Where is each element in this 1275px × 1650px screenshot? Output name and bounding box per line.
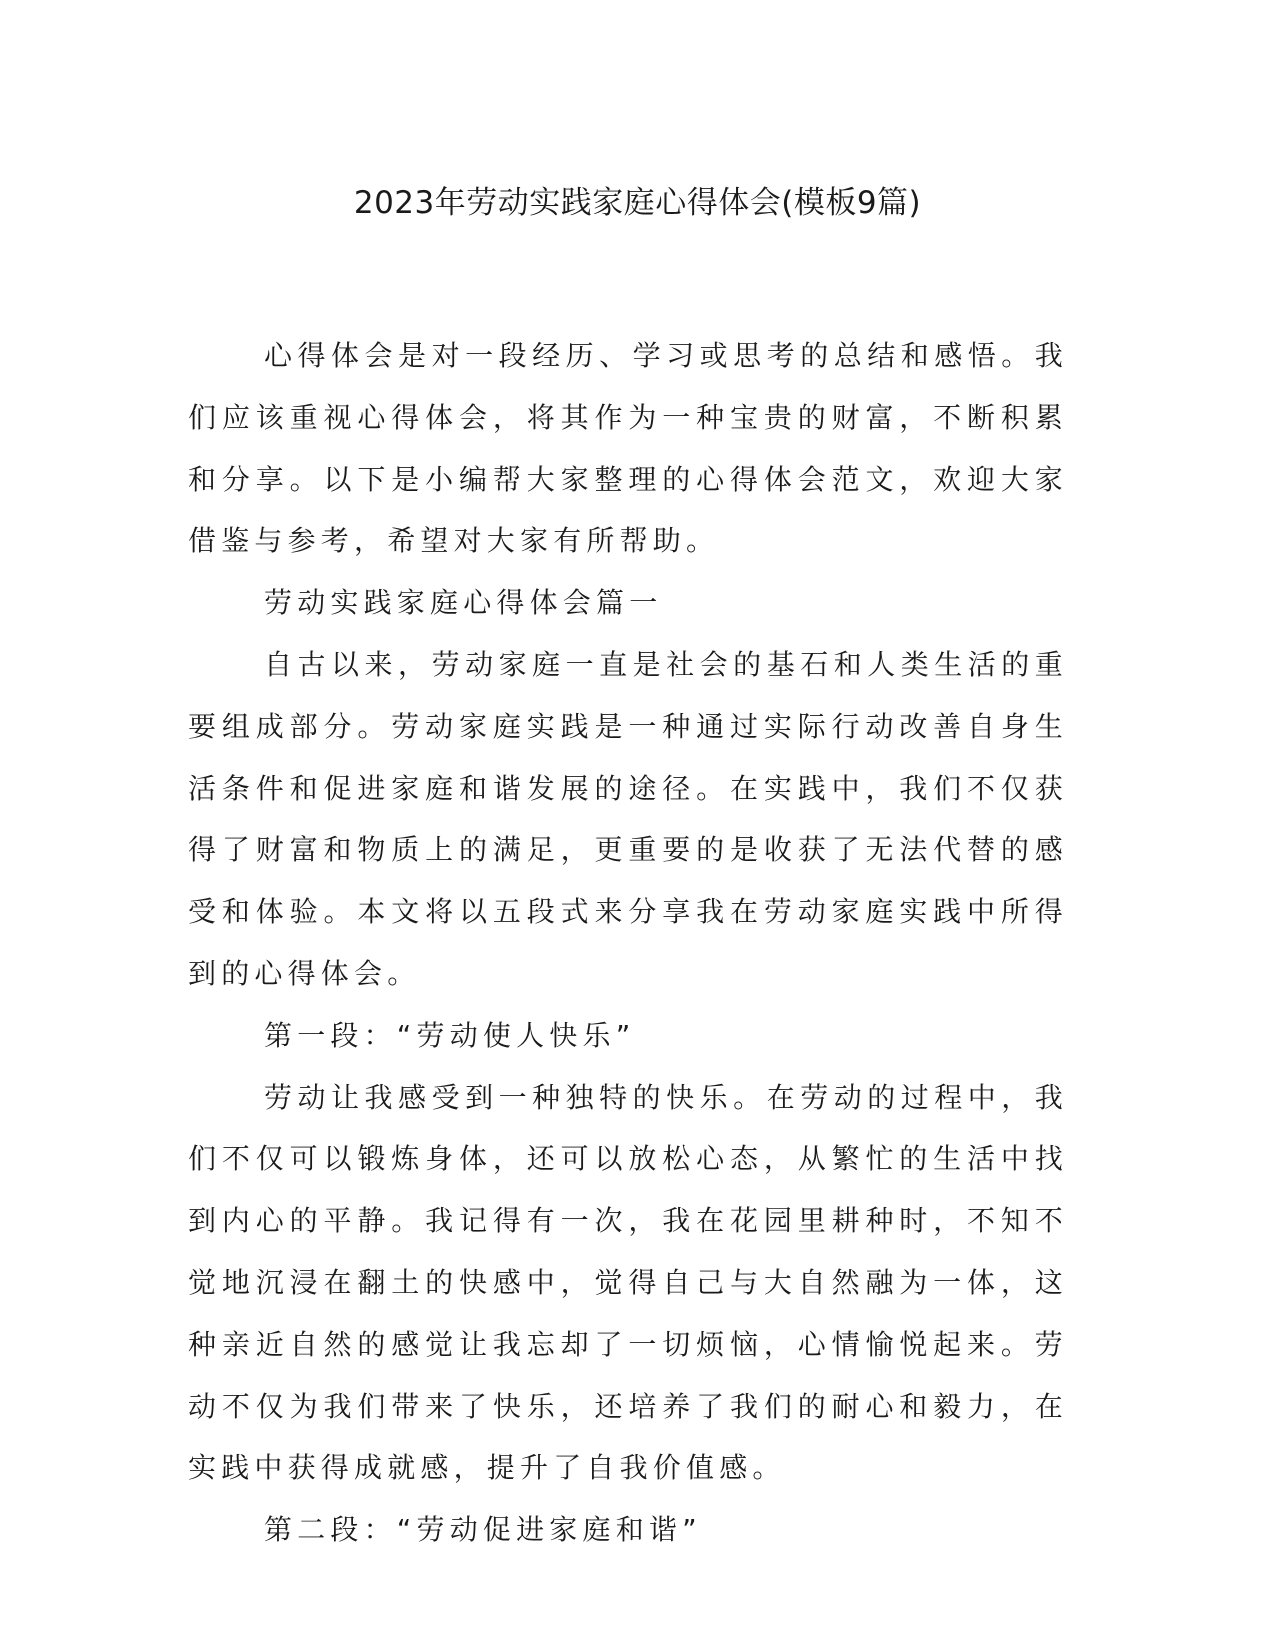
intro-paragraph: 心得体会是对一段经历、学习或思考的总结和感悟。我们应该重视心得体会，将其作为一种宝贵的财富，不断积累和分享。以下是小编帮大家整理的心得体会范文，欢迎大家借鉴与参考，希望对大家有所帮助。 [188,339,1068,558]
section-1-heading: 第一段：“劳动使人快乐” [264,1018,636,1052]
section-1-paragraph: 劳动让我感受到一种独特的快乐。在劳动的过程中，我们不仅可以锻炼身体，还可以放松心态，从繁忙的生活中找到内心的平静。我记得有一次，我在花园里耕种时，不知不觉地沉浸在翻土的快感中，觉得自己与大自然融为一体，这种亲近自然的感觉让我忘却了一切烦恼，心情愉悦起来。劳动不仅为我们带来了快乐，还培养了我们的耐心和毅力，在实践中获得成就感，提升了自我价值感。 [188,1080,1068,1485]
article-heading: 劳动实践家庭心得体会篇一 [264,586,663,620]
document-title: 2023年劳动实践家庭心得体会(模板9篇) [353,185,922,221]
section-2-heading: 第二段：“劳动促进家庭和谐” [264,1513,702,1547]
article-intro-paragraph: 自古以来，劳动家庭一直是社会的基石和人类生活的重要组成部分。劳动家庭实践是一种通过实际行动改善自身生活条件和促进家庭和谐发展的途径。在实践中，我们不仅获得了财富和物质上的满足，更重要的是收获了无法代替的感受和体验。本文将以五段式来分享我在劳动家庭实践中所得到的心得体会。 [188,647,1068,990]
document-body [188,325,1068,1561]
